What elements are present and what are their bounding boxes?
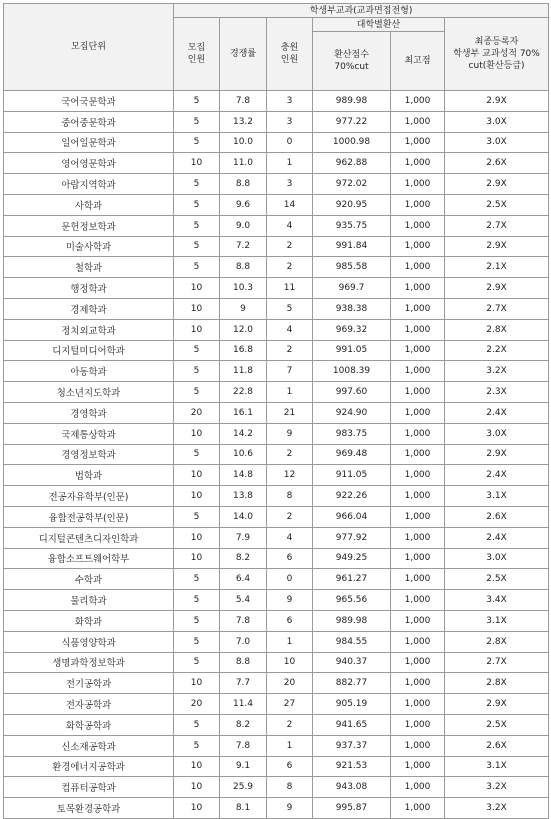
cell-score-cut: 920.95: [313, 194, 391, 215]
cell-competition: 8.8: [220, 652, 267, 673]
cell-recruit: 10: [174, 298, 220, 319]
cell-score-cut: 991.05: [313, 340, 391, 361]
cell-competition: 7.9: [220, 527, 267, 548]
cell-max-score: 1,000: [391, 694, 445, 715]
cell-competition: 7.7: [220, 673, 267, 694]
cell-final-grade: 3.4X: [445, 590, 549, 611]
table-row: [4, 340, 549, 361]
cell-max-score: 1,000: [391, 610, 445, 631]
cell-additional: 2: [267, 506, 313, 527]
cell-additional: 4: [267, 319, 313, 340]
cell-score-cut: 943.08: [313, 777, 391, 798]
table-row: [4, 402, 549, 423]
cell-score-cut: 997.60: [313, 382, 391, 403]
cell-final-grade: 3.1X: [445, 756, 549, 777]
cell-competition: 8.2: [220, 714, 267, 735]
cell-final-grade: 2.4X: [445, 465, 549, 486]
cell-score-cut: 938.38: [313, 298, 391, 319]
table-row: [4, 153, 549, 174]
cell-competition: 8.8: [220, 257, 267, 278]
cell-final-grade: 2.9X: [445, 694, 549, 715]
cell-additional: 11: [267, 278, 313, 299]
cell-dept: 경제학과: [4, 298, 174, 319]
cell-competition: 11.8: [220, 361, 267, 382]
cell-final-grade: 2.8X: [445, 319, 549, 340]
cell-additional: 0: [267, 132, 313, 153]
cell-score-cut: 935.75: [313, 215, 391, 236]
cell-max-score: 1,000: [391, 111, 445, 132]
cell-dept: 정치외교학과: [4, 319, 174, 340]
cell-recruit: 5: [174, 506, 220, 527]
table-row: [4, 735, 549, 756]
cell-additional: 4: [267, 215, 313, 236]
cell-additional: 10: [267, 652, 313, 673]
cell-recruit: 5: [174, 631, 220, 652]
cell-competition: 12.0: [220, 319, 267, 340]
table-row: [4, 174, 549, 195]
cell-dept: 전기공학과: [4, 673, 174, 694]
cell-max-score: 1,000: [391, 548, 445, 569]
cell-dept: 청소년지도학과: [4, 382, 174, 403]
cell-additional: 2: [267, 444, 313, 465]
cell-max-score: 1,000: [391, 319, 445, 340]
cell-dept: 식품영양학과: [4, 631, 174, 652]
cell-additional: 2: [267, 236, 313, 257]
header-unit: 모집단위: [4, 4, 174, 91]
cell-final-grade: 2.6X: [445, 506, 549, 527]
table-row: [4, 714, 549, 735]
cell-recruit: 10: [174, 319, 220, 340]
cell-additional: 1: [267, 735, 313, 756]
cell-competition: 10.0: [220, 132, 267, 153]
cell-competition: 14.2: [220, 423, 267, 444]
cell-dept: 문헌정보학과: [4, 215, 174, 236]
cell-dept: 컴퓨터공학과: [4, 777, 174, 798]
cell-additional: 3: [267, 174, 313, 195]
cell-competition: 16.8: [220, 340, 267, 361]
cell-final-grade: 3.2X: [445, 777, 549, 798]
cell-dept: 물리학과: [4, 590, 174, 611]
cell-recruit: 5: [174, 652, 220, 673]
cell-final-grade: 2.4X: [445, 402, 549, 423]
table-body: [4, 91, 549, 819]
table-header: [4, 4, 549, 91]
cell-dept: 미술사학과: [4, 236, 174, 257]
cell-dept: 국어국문학과: [4, 91, 174, 112]
cell-max-score: 1,000: [391, 590, 445, 611]
cell-score-cut: 1008.39: [313, 361, 391, 382]
cell-dept: 전자공학과: [4, 694, 174, 715]
cell-recruit: 5: [174, 91, 220, 112]
table-row: [4, 610, 549, 631]
cell-additional: 7: [267, 361, 313, 382]
cell-recruit: 10: [174, 798, 220, 819]
table-row: [4, 257, 549, 278]
cell-dept: 토목환경공학과: [4, 798, 174, 819]
cell-max-score: 1,000: [391, 423, 445, 444]
table-row: [4, 423, 549, 444]
cell-final-grade: 3.0X: [445, 423, 549, 444]
cell-recruit: 5: [174, 215, 220, 236]
cell-max-score: 1,000: [391, 194, 445, 215]
cell-max-score: 1,000: [391, 382, 445, 403]
cell-max-score: 1,000: [391, 756, 445, 777]
cell-competition: 8.1: [220, 798, 267, 819]
cell-competition: 9.0: [220, 215, 267, 236]
cell-recruit: 5: [174, 382, 220, 403]
cell-recruit: 5: [174, 735, 220, 756]
cell-competition: 7.2: [220, 236, 267, 257]
cell-dept: 디지털콘텐츠디자인학과: [4, 527, 174, 548]
cell-final-grade: 2.1X: [445, 257, 549, 278]
table-row: [4, 444, 549, 465]
cell-competition: 7.8: [220, 735, 267, 756]
cell-max-score: 1,000: [391, 215, 445, 236]
cell-dept: 행정학과: [4, 278, 174, 299]
cell-recruit: 5: [174, 174, 220, 195]
cell-additional: 9: [267, 423, 313, 444]
cell-competition: 8.8: [220, 174, 267, 195]
cell-final-grade: 3.0X: [445, 132, 549, 153]
cell-max-score: 1,000: [391, 278, 445, 299]
cell-score-cut: 924.90: [313, 402, 391, 423]
header-final-cut-label: 최종등록자 학생부 교과성적 70% cut(환산등급): [453, 37, 540, 71]
cell-recruit: 5: [174, 361, 220, 382]
cell-recruit: 10: [174, 278, 220, 299]
table-row: [4, 673, 549, 694]
cell-recruit: 10: [174, 486, 220, 507]
cell-score-cut: 937.37: [313, 735, 391, 756]
cell-score-cut: 989.98: [313, 610, 391, 631]
cell-final-grade: 2.8X: [445, 631, 549, 652]
cell-dept: 경영학과: [4, 402, 174, 423]
cell-competition: 9.6: [220, 194, 267, 215]
cell-recruit: 10: [174, 777, 220, 798]
cell-score-cut: 962.88: [313, 153, 391, 174]
cell-final-grade: 2.6X: [445, 735, 549, 756]
cell-recruit: 5: [174, 132, 220, 153]
cell-dept: 경영정보학과: [4, 444, 174, 465]
cell-score-cut: 972.02: [313, 174, 391, 195]
cell-additional: 2: [267, 340, 313, 361]
cell-max-score: 1,000: [391, 631, 445, 652]
header-competition: 경쟁률: [220, 18, 267, 91]
cell-dept: 수학과: [4, 569, 174, 590]
cell-final-grade: 2.9X: [445, 91, 549, 112]
cell-max-score: 1,000: [391, 486, 445, 507]
cell-recruit: 5: [174, 444, 220, 465]
table-row: [4, 506, 549, 527]
table-row: [4, 91, 549, 112]
cell-additional: 6: [267, 610, 313, 631]
cell-recruit: 10: [174, 527, 220, 548]
cell-final-grade: 2.6X: [445, 153, 549, 174]
cell-dept: 아동학과: [4, 361, 174, 382]
cell-competition: 6.4: [220, 569, 267, 590]
header-additional-label: 충원 인원: [280, 43, 299, 65]
cell-final-grade: 2.8X: [445, 673, 549, 694]
cell-competition: 11.0: [220, 153, 267, 174]
cell-max-score: 1,000: [391, 91, 445, 112]
cell-final-grade: 3.2X: [445, 798, 549, 819]
cell-score-cut: 921.53: [313, 756, 391, 777]
cell-dept: 영어영문학과: [4, 153, 174, 174]
admissions-table: [3, 3, 549, 819]
cell-recruit: 10: [174, 423, 220, 444]
cell-final-grade: 2.2X: [445, 340, 549, 361]
cell-competition: 10.6: [220, 444, 267, 465]
cell-dept: 일어일문학과: [4, 132, 174, 153]
cell-dept: 환경에너지공학과: [4, 756, 174, 777]
cell-recruit: 5: [174, 714, 220, 735]
header-score-cut-label: 환산점수 70%cut: [334, 50, 369, 72]
cell-additional: 12: [267, 465, 313, 486]
cell-score-cut: 965.56: [313, 590, 391, 611]
cell-final-grade: 2.9X: [445, 278, 549, 299]
cell-score-cut: 941.65: [313, 714, 391, 735]
table-row: [4, 486, 549, 507]
cell-competition: 5.4: [220, 590, 267, 611]
cell-final-grade: 2.7X: [445, 215, 549, 236]
cell-competition: 14.0: [220, 506, 267, 527]
cell-additional: 14: [267, 194, 313, 215]
table-row: [4, 215, 549, 236]
cell-final-grade: 2.3X: [445, 382, 549, 403]
header-recruit-label: 모집 인원: [187, 43, 206, 65]
cell-additional: 6: [267, 756, 313, 777]
cell-competition: 11.4: [220, 694, 267, 715]
cell-additional: 27: [267, 694, 313, 715]
cell-competition: 9: [220, 298, 267, 319]
cell-max-score: 1,000: [391, 174, 445, 195]
cell-final-grade: 3.1X: [445, 610, 549, 631]
header-max-score: 최고점: [391, 32, 445, 91]
cell-additional: 6: [267, 548, 313, 569]
cell-max-score: 1,000: [391, 673, 445, 694]
cell-score-cut: 949.25: [313, 548, 391, 569]
cell-recruit: 10: [174, 465, 220, 486]
cell-max-score: 1,000: [391, 298, 445, 319]
cell-final-grade: 3.0X: [445, 111, 549, 132]
cell-additional: 9: [267, 590, 313, 611]
cell-final-grade: 3.0X: [445, 548, 549, 569]
cell-score-cut: 977.92: [313, 527, 391, 548]
cell-dept: 철학과: [4, 257, 174, 278]
cell-dept: 국제통상학과: [4, 423, 174, 444]
header-final-cut: [445, 18, 549, 91]
cell-final-grade: 3.1X: [445, 486, 549, 507]
cell-dept: 디지털미디어학과: [4, 340, 174, 361]
cell-additional: 1: [267, 382, 313, 403]
cell-final-grade: 2.9X: [445, 236, 549, 257]
header-additional: [267, 18, 313, 91]
cell-competition: 9.1: [220, 756, 267, 777]
cell-competition: 25.9: [220, 777, 267, 798]
cell-max-score: 1,000: [391, 777, 445, 798]
table-row: [4, 194, 549, 215]
cell-max-score: 1,000: [391, 506, 445, 527]
cell-competition: 14.8: [220, 465, 267, 486]
cell-recruit: 10: [174, 673, 220, 694]
cell-competition: 8.2: [220, 548, 267, 569]
table-row: [4, 298, 549, 319]
cell-final-grade: 2.5X: [445, 714, 549, 735]
cell-recruit: 5: [174, 111, 220, 132]
cell-dept: 생명과학정보학과: [4, 652, 174, 673]
table-row: [4, 694, 549, 715]
cell-additional: 20: [267, 673, 313, 694]
cell-recruit: 20: [174, 694, 220, 715]
cell-score-cut: 984.55: [313, 631, 391, 652]
cell-score-cut: 969.48: [313, 444, 391, 465]
cell-score-cut: 940.37: [313, 652, 391, 673]
table-row: [4, 527, 549, 548]
table-row: [4, 569, 549, 590]
header-group: 학생부교과(교과면접전형): [174, 4, 549, 18]
header-score-cut: [313, 32, 391, 91]
cell-score-cut: 961.27: [313, 569, 391, 590]
cell-dept: 사학과: [4, 194, 174, 215]
cell-final-grade: 2.7X: [445, 652, 549, 673]
cell-max-score: 1,000: [391, 257, 445, 278]
cell-additional: 0: [267, 569, 313, 590]
cell-competition: 22.8: [220, 382, 267, 403]
cell-recruit: 10: [174, 756, 220, 777]
cell-additional: 8: [267, 486, 313, 507]
cell-score-cut: 991.84: [313, 236, 391, 257]
cell-score-cut: 969.32: [313, 319, 391, 340]
table-row: [4, 631, 549, 652]
table-row: [4, 278, 549, 299]
cell-competition: 7.8: [220, 610, 267, 631]
cell-max-score: 1,000: [391, 569, 445, 590]
table-row: [4, 548, 549, 569]
cell-recruit: 5: [174, 569, 220, 590]
cell-competition: 7.0: [220, 631, 267, 652]
cell-max-score: 1,000: [391, 652, 445, 673]
table-row: [4, 361, 549, 382]
cell-additional: 5: [267, 298, 313, 319]
table-row: [4, 777, 549, 798]
cell-recruit: 5: [174, 236, 220, 257]
cell-dept: 아랍지역학과: [4, 174, 174, 195]
cell-dept: 신소재공학과: [4, 735, 174, 756]
table-row: [4, 319, 549, 340]
cell-final-grade: 2.9X: [445, 174, 549, 195]
cell-dept: 법학과: [4, 465, 174, 486]
cell-additional: 1: [267, 153, 313, 174]
cell-max-score: 1,000: [391, 735, 445, 756]
cell-dept: 전공자유학부(인문): [4, 486, 174, 507]
cell-additional: 9: [267, 798, 313, 819]
cell-recruit: 5: [174, 590, 220, 611]
cell-final-grade: 2.7X: [445, 298, 549, 319]
cell-max-score: 1,000: [391, 444, 445, 465]
cell-dept: 화학과: [4, 610, 174, 631]
cell-final-grade: 3.2X: [445, 361, 549, 382]
cell-score-cut: 1000.98: [313, 132, 391, 153]
table-row: [4, 111, 549, 132]
cell-max-score: 1,000: [391, 402, 445, 423]
cell-score-cut: 989.98: [313, 91, 391, 112]
cell-score-cut: 969.7: [313, 278, 391, 299]
cell-max-score: 1,000: [391, 527, 445, 548]
cell-score-cut: 905.19: [313, 694, 391, 715]
table-row: [4, 590, 549, 611]
cell-competition: 16.1: [220, 402, 267, 423]
table-row: [4, 652, 549, 673]
cell-score-cut: 966.04: [313, 506, 391, 527]
header-conversion-group: 대학별환산: [313, 18, 445, 32]
cell-competition: 10.3: [220, 278, 267, 299]
cell-final-grade: 2.4X: [445, 527, 549, 548]
cell-dept: 화학공학과: [4, 714, 174, 735]
cell-recruit: 20: [174, 402, 220, 423]
table-row: [4, 382, 549, 403]
cell-score-cut: 911.05: [313, 465, 391, 486]
cell-score-cut: 882.77: [313, 673, 391, 694]
cell-competition: 13.2: [220, 111, 267, 132]
header-recruit: [174, 18, 220, 91]
cell-max-score: 1,000: [391, 714, 445, 735]
table-row: [4, 756, 549, 777]
cell-max-score: 1,000: [391, 340, 445, 361]
cell-max-score: 1,000: [391, 361, 445, 382]
cell-score-cut: 985.58: [313, 257, 391, 278]
cell-dept: 중어중문학과: [4, 111, 174, 132]
cell-additional: 1: [267, 631, 313, 652]
cell-additional: 4: [267, 527, 313, 548]
cell-recruit: 5: [174, 194, 220, 215]
cell-recruit: 5: [174, 257, 220, 278]
cell-recruit: 10: [174, 153, 220, 174]
table-row: [4, 236, 549, 257]
cell-max-score: 1,000: [391, 798, 445, 819]
table-row: [4, 465, 549, 486]
cell-additional: 3: [267, 111, 313, 132]
cell-competition: 7.8: [220, 91, 267, 112]
cell-additional: 21: [267, 402, 313, 423]
cell-dept: 융합전공학부(인문): [4, 506, 174, 527]
cell-final-grade: 2.5X: [445, 569, 549, 590]
cell-additional: 8: [267, 777, 313, 798]
cell-max-score: 1,000: [391, 132, 445, 153]
cell-recruit: 5: [174, 340, 220, 361]
cell-score-cut: 922.26: [313, 486, 391, 507]
cell-dept: 융합소프트웨어학부: [4, 548, 174, 569]
cell-additional: 2: [267, 257, 313, 278]
cell-additional: 3: [267, 91, 313, 112]
cell-final-grade: 2.5X: [445, 194, 549, 215]
cell-max-score: 1,000: [391, 465, 445, 486]
cell-final-grade: 2.9X: [445, 444, 549, 465]
cell-max-score: 1,000: [391, 153, 445, 174]
table-row: [4, 132, 549, 153]
cell-competition: 13.8: [220, 486, 267, 507]
cell-score-cut: 983.75: [313, 423, 391, 444]
cell-additional: 2: [267, 714, 313, 735]
cell-score-cut: 995.87: [313, 798, 391, 819]
cell-score-cut: 977.22: [313, 111, 391, 132]
cell-max-score: 1,000: [391, 236, 445, 257]
cell-recruit: 5: [174, 610, 220, 631]
cell-recruit: 10: [174, 548, 220, 569]
